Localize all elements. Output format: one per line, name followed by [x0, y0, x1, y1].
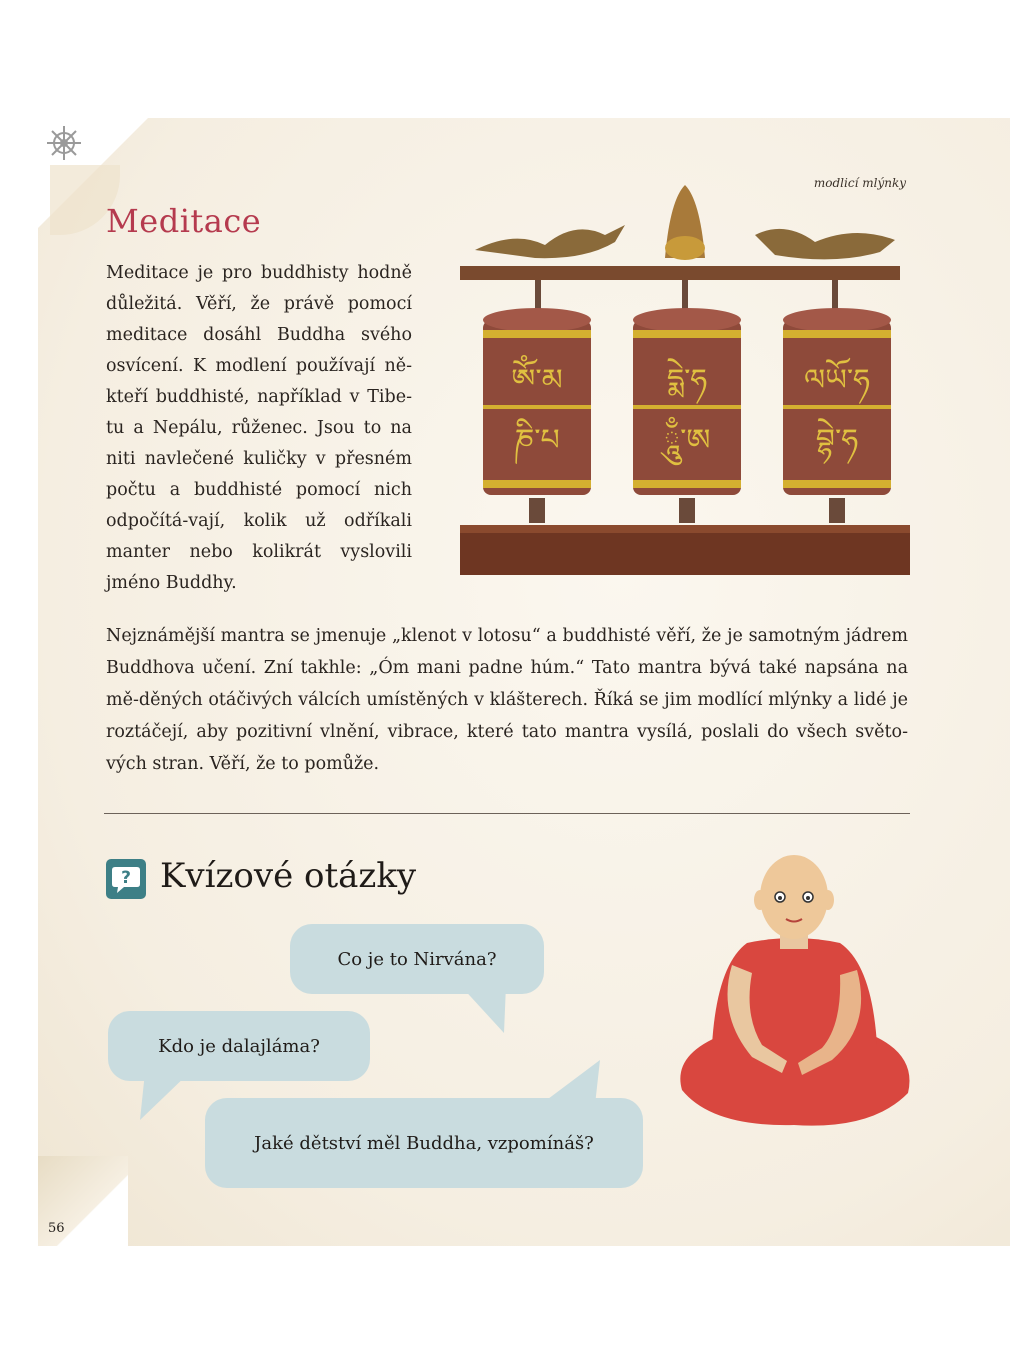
- monk-illustration: [672, 845, 917, 1130]
- svg-text:བྷེ་ཧ: བྷེ་ཧ: [815, 423, 859, 458]
- quiz-question-3-text: Jaké dětství měl Buddha, vzpomínáš?: [254, 1132, 594, 1154]
- page-number: 56: [48, 1221, 65, 1236]
- section-divider: [104, 813, 910, 814]
- quiz-question-1: [290, 924, 544, 994]
- prayer-wheel-2: [633, 280, 741, 523]
- figure-caption: modlicí mlýnky: [813, 176, 906, 190]
- mantra-paragraph: Nejznámější mantra se jmenuje „klenot v lotosu“ a buddhisté věří, že je samotným jádrem Buddhova učení. Zní takhle: „Óm mani padne húm.“ Tato mantra bývá také napsána na mě-děných otáčivých válcích umístěných v klášterech. Říká se jim modlící mlýnky a lidé je roztáčejí, aby pozitivní vlnění, vibrace, které tato mantra vysílá, poslali do všech světo-vých stran. Věří, že to pomůže.: [106, 626, 908, 774]
- prayer-wheels-illustration: [455, 180, 915, 580]
- svg-text:ཨོཾ་མ: ཨོཾ་མ: [511, 363, 563, 398]
- prayer-wheel-1: [483, 280, 591, 523]
- dharma-wheel-icon: [44, 123, 84, 163]
- quiz-question-icon: [106, 859, 146, 899]
- quiz-question-2: [108, 1011, 370, 1081]
- svg-text:ཱུྃ་ཨ: ཱུྃ་ཨ: [663, 423, 711, 458]
- svg-text:ལཡོ་ཧ: ལཡོ་ཧ: [803, 363, 871, 398]
- speech-bubble-icon: [106, 859, 146, 899]
- prayer-wheel-3: [783, 280, 891, 523]
- quiz-question-3: [205, 1098, 643, 1188]
- section-heading: Meditace: [106, 202, 262, 240]
- svg-text:ཎི་པ: ཎི་པ: [514, 423, 560, 458]
- quiz-title: Kvízové otázky: [160, 856, 417, 896]
- quiz-question-2-text: Kdo je dalajláma?: [158, 1035, 320, 1057]
- intro-paragraph: Meditace je pro buddhisty hodně důležitá. Věří, že právě pomocí meditace dosáhl Buddha svého osvícení. K modlení používají ně-kteří buddhisté, například v Tibe-tu a Nepálu, růženec. Jsou to na niti navlečené kuličky v přesném počtu a buddhisté pomocí nich odpočítá-vají, kolik už odříkali manter nebo kolikrát vyslovili jméno Buddhy.: [106, 263, 412, 593]
- quiz-question-1-text: Co je to Nirvána?: [337, 948, 497, 970]
- svg-text:དྨེ་ཧ: དྨེ་ཧ: [666, 363, 708, 398]
- svg-text:?: ?: [121, 868, 131, 888]
